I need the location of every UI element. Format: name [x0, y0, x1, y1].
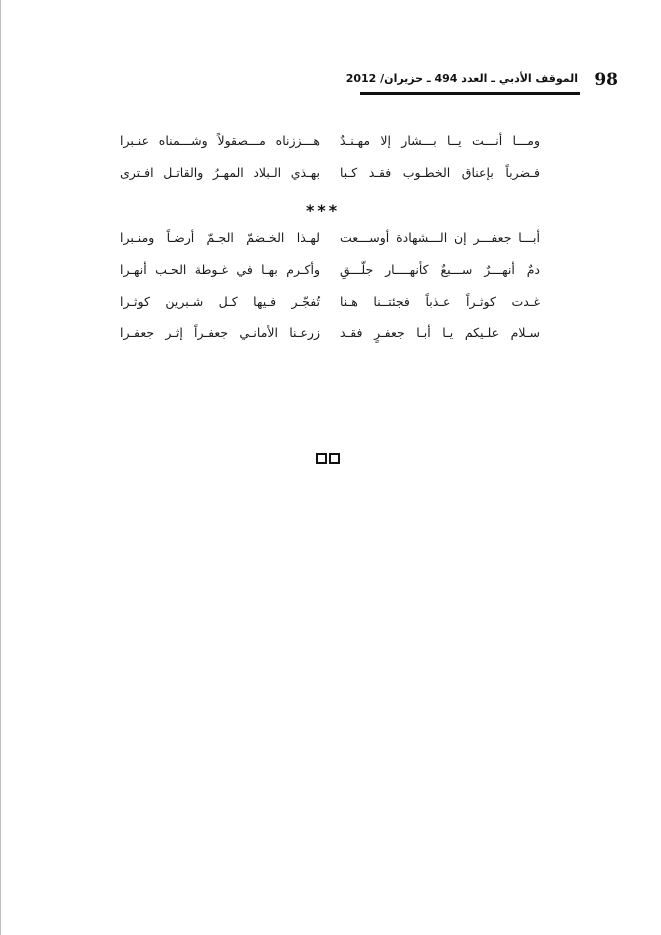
- poem-couplet: [120, 325, 540, 347]
- first-hemistich: دمٌ أنهـــرٌ ســـبعٌ كأنهــــار جلّـــقِ: [340, 262, 540, 277]
- second-hemistich: بهـذي الـبلاد المهـرُ والقاتـل افـترى: [120, 165, 320, 180]
- page-edge: [0, 0, 1, 935]
- square-icon: [329, 453, 340, 464]
- second-hemistich: وأكـرم بهـا في غـوطة الحـب أنهـرا: [120, 262, 320, 277]
- first-hemistich: سـلام علـيكم يـا أبـا جعفـرٍ فقـد: [340, 325, 540, 340]
- first-hemistich: غـدت كوثـراً عـذباً فجئتــنا هـنا: [340, 294, 540, 309]
- end-of-article-mark: [316, 453, 340, 464]
- header-rule: [360, 92, 580, 95]
- first-hemistich: فـضرباً بإعناق الخطـوب فقـد كـبا: [340, 165, 540, 180]
- poem-couplet: [120, 294, 540, 316]
- poem-couplet: [120, 133, 540, 155]
- second-hemistich: زرعـنا الأمانـي جعفـراً إثـر جعفـرا: [120, 325, 320, 340]
- poem-couplet: [120, 262, 540, 284]
- square-icon: [316, 453, 327, 464]
- second-hemistich: لهـذا الخـضمّ الجـمّ أرضـاً ومنـبرا: [120, 230, 320, 245]
- first-hemistich: ومـــا أنـــت يــا بـــشار إلا مهـنـدٌ: [340, 133, 540, 148]
- second-hemistich: تُفجّـر فـيها كـل شـبرين كوثـرا: [120, 294, 320, 309]
- poem-couplet: [120, 230, 540, 252]
- poem-couplet: [120, 165, 540, 187]
- second-hemistich: هـــززناه مـــصقولاً وشـــمناه عنـبرا: [120, 133, 320, 148]
- page-number: 98: [594, 70, 618, 90]
- section-separator: ***: [306, 201, 341, 220]
- running-head: الموقف الأدبي ـ العدد 494 ـ حزيران/ 2012: [345, 72, 578, 85]
- first-hemistich: أبـــا جعفـــر إن الـــشهادة أوســـعت: [340, 230, 540, 245]
